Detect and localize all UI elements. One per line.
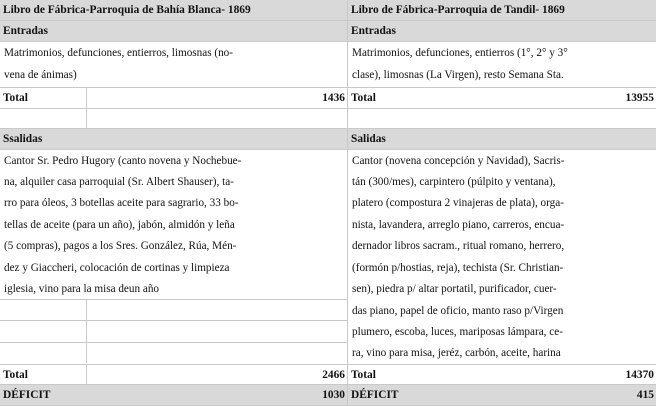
- right-salidas-line-8: das piano, papel de oficio, manto raso p/Virgen: [352, 305, 564, 317]
- right-total-salidas-label: Total: [351, 369, 376, 381]
- left-salidas-line-1: Cantor Sr. Pedro Hugory (canto novena y Nochebue-: [4, 155, 242, 167]
- left-grid-line-2: [0, 320, 347, 321]
- right-salidas-line-1: Cantor (novena concepción y Navidad), Sacris-: [352, 155, 565, 167]
- left-grid-line-1: [0, 299, 347, 300]
- right-entradas-header: Entradas: [351, 25, 396, 37]
- left-title-row: [0, 0, 347, 21]
- left-total-entradas-row: [0, 88, 347, 109]
- left-total-salidas-label: Total: [3, 369, 28, 381]
- right-total-salidas-value: 14370: [625, 369, 654, 381]
- left-grid-line-3: [0, 342, 347, 343]
- column-divider: [347, 0, 348, 406]
- right-title: Libro de Fábrica-Parroquia de Tandil- 1869: [351, 4, 565, 16]
- right-salidas-line-10: ra, vino para misa, jeréz, carbón, aceite, harina: [352, 347, 561, 359]
- right-total-salidas-row: [348, 364, 656, 385]
- right-salidas-line-2: tán (300/mes), carpintero (púlpito y ventana),: [352, 176, 556, 188]
- left-grid-separator: [86, 299, 87, 363]
- left-salidas-line-2: na, alquiler casa parroquial (Sr. Albert Shauser), ta-: [4, 176, 234, 188]
- right-salidas-line-5: dernador libros sacram., ritual romano, herrero,: [352, 240, 565, 252]
- left-salidas-line-7: iglesia, vino para la misa deun año: [4, 283, 160, 295]
- left-salidas-line-3: rro para óleos, 3 botellas aceite para sagrario, 33 bo-: [4, 197, 239, 209]
- right-deficit-row: [348, 385, 656, 406]
- left-blank-row: [0, 109, 347, 129]
- right-total-label: Total: [351, 92, 376, 104]
- left-title: Libro de Fábrica-Parroquia de Bahía Blanca- 1869: [3, 4, 251, 16]
- left-entradas-header: Entradas: [3, 25, 48, 37]
- right-title-row: [348, 0, 656, 21]
- right-deficit-value: 415: [636, 389, 654, 401]
- right-salidas-header-row: [348, 129, 656, 150]
- right-deficit-label: DÉFICIT: [351, 389, 399, 401]
- right-salidas-line-6: (formón p/hostias, reja), techista (Sr. Christian-: [352, 262, 564, 274]
- right-salidas-line-4: nista, lavandera, arreglo piano, carreros, encua-: [352, 219, 565, 231]
- right-entradas-line-1: Matrimonios, defunciones, entierros (1°, 2° y 3°: [352, 47, 568, 59]
- left-total-entradas-value: 1436: [322, 92, 345, 104]
- left-entradas-header-row: [0, 21, 347, 42]
- left-salidas-line-4: tellas de aceite (para un año), jabón, almidón y leña: [4, 219, 235, 231]
- right-salidas-line-7: sen), piedra p/ altar portatil, purificador, cuer-: [352, 283, 557, 295]
- left-entradas-line-1: Matrimonios, defunciones, entierros, limosnas (no-: [4, 47, 233, 59]
- left-salidas-line-6: dez y Giaccheri, colocación de cortinas y limpieza: [4, 262, 230, 274]
- left-total-salidas-separator: [86, 364, 87, 385]
- left-salidas-header-row: [0, 129, 347, 150]
- right-entradas-line-2: clase), limosnas (La Virgen), resto Semana Sta.: [352, 69, 564, 81]
- right-salidas-line-9: plumero, escoba, luces, mariposas lámpara, ce-: [352, 326, 563, 338]
- left-deficit-row: [0, 385, 347, 406]
- right-salidas-line-3: platero (compostura 2 vinajeras de plata), orga-: [352, 197, 564, 209]
- right-salidas-header: Salidas: [351, 133, 386, 145]
- right-total-entradas-value: 13955: [625, 92, 654, 104]
- right-total-entradas-row: [348, 88, 656, 109]
- left-entradas-line-2: vena de ánimas): [4, 69, 77, 81]
- left-deficit-value: 1030: [322, 389, 345, 401]
- right-entradas-header-row: [348, 21, 656, 42]
- left-deficit-label: DÉFICIT: [3, 389, 51, 401]
- left-total-salidas-value: 2466: [322, 369, 345, 381]
- left-total-label: Total: [3, 92, 28, 104]
- left-salidas-header: Ssalidas: [3, 133, 43, 145]
- right-blank-row: [348, 109, 656, 129]
- left-salidas-line-5: (5 compras), pagos a los Sres. González, Rúa, Mén-: [4, 240, 237, 252]
- left-total-salidas-row: [0, 364, 347, 385]
